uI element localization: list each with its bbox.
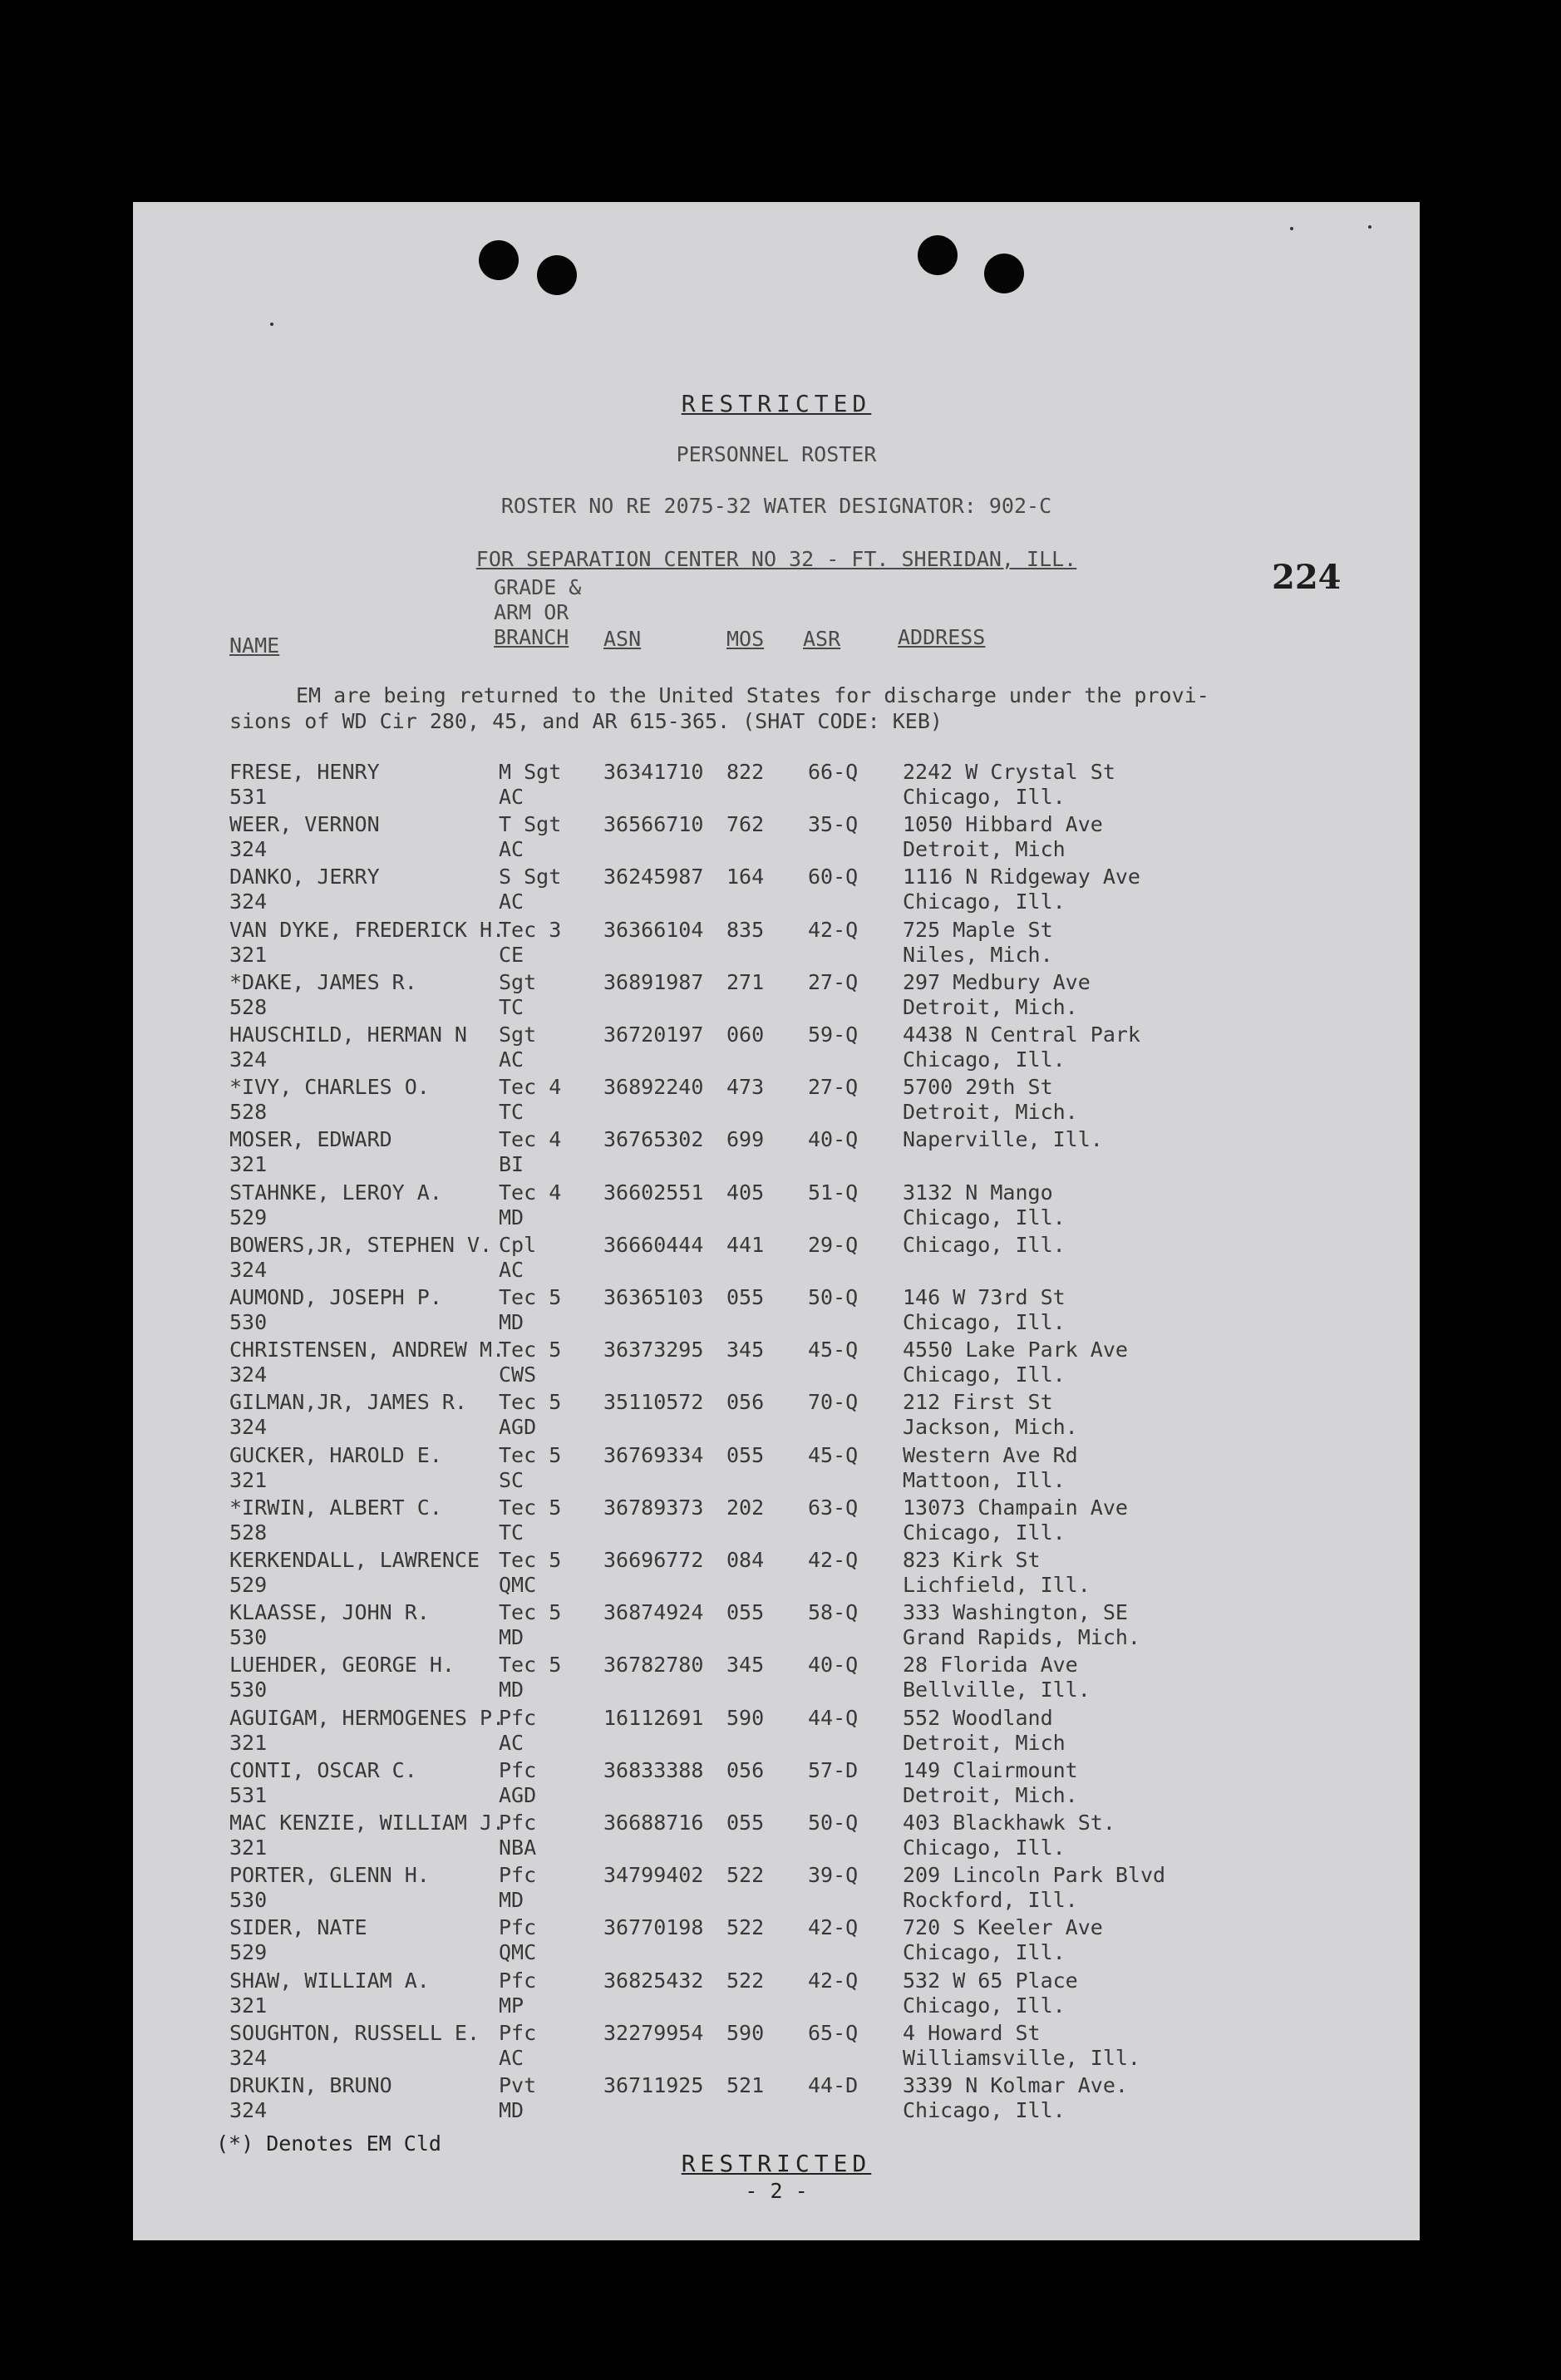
- roster-address-line2: Lichfield, Ill.: [903, 1573, 1091, 1597]
- roster-grade: Sgt: [499, 969, 537, 994]
- roster-asn: 36833388: [603, 1757, 704, 1782]
- roster-grade: Tec 4: [499, 1180, 562, 1205]
- roster-asn: 36696772: [603, 1548, 704, 1572]
- roster-address-line2: Rockford, Ill.: [903, 1888, 1078, 1913]
- roster-address-line2: Detroit, Mich: [903, 837, 1066, 862]
- roster-asr: 42-Q: [808, 1548, 859, 1572]
- roster-address-line1: 725 Maple St: [903, 917, 1053, 942]
- punch-hole: [479, 240, 519, 280]
- roster-unit: 321: [229, 1836, 268, 1860]
- roster-address-line1: 3339 N Kolmar Ave.: [903, 2073, 1128, 2097]
- roster-address-line1: 823 Kirk St: [903, 1548, 1041, 1572]
- roster-address-line1: 532 W 65 Place: [903, 1968, 1078, 1993]
- roster-asn: 36365103: [603, 1285, 704, 1309]
- roster-address-line2: Detroit, Mich: [903, 1730, 1066, 1755]
- roster-asr: 50-Q: [808, 1285, 859, 1309]
- roster-branch: TC: [499, 1100, 524, 1125]
- roster-row: [133, 1233, 1420, 1285]
- roster-branch: AC: [499, 1730, 524, 1755]
- roster-row: [133, 812, 1420, 865]
- roster-address-line2: Chicago, Ill.: [903, 889, 1066, 914]
- punch-hole: [984, 254, 1024, 293]
- roster-address-line2: Detroit, Mich.: [903, 994, 1078, 1019]
- roster-name: LUEHDER, GEORGE H.: [229, 1653, 455, 1678]
- roster-mos: 345: [726, 1338, 765, 1362]
- footnote: (*) Denotes EM Cld: [216, 2131, 441, 2156]
- roster-row: [133, 1338, 1420, 1390]
- roster-asn: 36373295: [603, 1338, 704, 1362]
- page-number: 224: [1272, 558, 1342, 597]
- roster-address-line1: 209 Lincoln Park Blvd: [903, 1863, 1166, 1888]
- roster-branch: AC: [499, 889, 524, 914]
- roster-mos: 762: [726, 812, 765, 837]
- roster-unit: 324: [229, 2098, 268, 2122]
- roster-asr: 59-Q: [808, 1022, 859, 1047]
- roster-unit: 528: [229, 994, 268, 1019]
- roster-unit: 321: [229, 1993, 268, 2018]
- paper-speck: [1368, 225, 1371, 229]
- roster-unit: 324: [229, 837, 268, 862]
- roster-mos: 060: [726, 1022, 765, 1047]
- roster-asr: 27-Q: [808, 1075, 859, 1100]
- roster-branch: QMC: [499, 1573, 537, 1597]
- roster-unit: 530: [229, 1678, 268, 1702]
- roster-asn: 36688716: [603, 1811, 704, 1835]
- roster-branch: AGD: [499, 1782, 537, 1807]
- roster-mos: 405: [726, 1180, 765, 1205]
- roster-row: [133, 1548, 1420, 1600]
- asr-header: ASR: [803, 627, 841, 651]
- roster-grade: Pfc: [499, 1968, 537, 1993]
- roster-asr: 44-Q: [808, 1705, 859, 1730]
- roster-mos: 055: [726, 1811, 765, 1835]
- roster-grade: Pfc: [499, 1811, 537, 1835]
- roster-row: [133, 760, 1420, 812]
- roster-asr: 57-D: [808, 1757, 859, 1782]
- roster-name: BOWERS,JR, STEPHEN V.: [229, 1232, 493, 1257]
- roster-grade: Pfc: [499, 1757, 537, 1782]
- roster-address-line2: Chicago, Ill.: [903, 1047, 1066, 1072]
- roster-asn: 36566710: [603, 812, 704, 837]
- roster-row: [133, 2021, 1420, 2073]
- roster-address-line1: 5700 29th St: [903, 1075, 1053, 1100]
- roster-grade: Tec 4: [499, 1127, 562, 1152]
- roster-address-line1: 1050 Hibbard Ave: [903, 812, 1103, 837]
- roster-address-line1: 4438 N Central Park: [903, 1022, 1140, 1047]
- roster-address-line2: Chicago, Ill.: [903, 785, 1066, 809]
- roster-row: [133, 1075, 1420, 1127]
- roster-asr: 35-Q: [808, 812, 859, 837]
- roster-grade: Tec 5: [499, 1495, 562, 1520]
- roster-address-line1: 4 Howard St: [903, 2020, 1041, 2045]
- roster-mos: 345: [726, 1653, 765, 1678]
- roster-asn: 36765302: [603, 1127, 704, 1152]
- restricted-footer: RESTRICTED: [681, 2150, 872, 2177]
- roster-mos: 055: [726, 1285, 765, 1309]
- roster-asr: 39-Q: [808, 1863, 859, 1888]
- roster-asn: 36789373: [603, 1495, 704, 1520]
- roster-row: [133, 1390, 1420, 1442]
- roster-name: CONTI, OSCAR C.: [229, 1757, 417, 1782]
- roster-mos: 473: [726, 1075, 765, 1100]
- roster-mos: 055: [726, 1600, 765, 1625]
- roster-grade: M Sgt: [499, 760, 562, 784]
- roster-asn: 36602551: [603, 1180, 704, 1205]
- intro-line2: sions of WD Cir 280, 45, and AR 615-365. (SHAT CODE: KEB): [229, 709, 943, 733]
- roster-asn: 36720197: [603, 1022, 704, 1047]
- roster-asr: 40-Q: [808, 1127, 859, 1152]
- roster-asr: 42-Q: [808, 1968, 859, 1993]
- roster-unit: 321: [229, 1730, 268, 1755]
- roster-name: SIDER, NATE: [229, 1915, 367, 1940]
- roster-name: *DAKE, JAMES R.: [229, 969, 417, 994]
- roster-sheet: [133, 202, 1420, 2240]
- roster-unit: 324: [229, 1257, 268, 1282]
- roster-asn: 36711925: [603, 2073, 704, 2097]
- asn-header: ASN: [603, 627, 642, 651]
- roster-asr: 42-Q: [808, 1915, 859, 1940]
- roster-grade: Tec 5: [499, 1338, 562, 1362]
- roster-grade: Cpl: [499, 1232, 537, 1257]
- roster-address-line2: Chicago, Ill.: [903, 2098, 1066, 2122]
- roster-address-line1: 720 S Keeler Ave: [903, 1915, 1103, 1940]
- roster-row: [133, 1706, 1420, 1758]
- roster-address-line1: 13073 Champain Ave: [903, 1495, 1128, 1520]
- roster-name: GILMAN,JR, JAMES R.: [229, 1390, 467, 1415]
- roster-name: AGUIGAM, HERMOGENES P.: [229, 1705, 505, 1730]
- roster-row: [133, 1863, 1420, 1915]
- roster-mos: 522: [726, 1915, 765, 1940]
- intro-line1: EM are being returned to the United States for discharge under the provi-: [296, 683, 1209, 707]
- roster-branch: MD: [499, 1310, 524, 1334]
- mos-header: MOS: [726, 627, 765, 651]
- roster-asr: 70-Q: [808, 1390, 859, 1415]
- roster-grade: Pfc: [499, 1705, 537, 1730]
- roster-grade: Tec 4: [499, 1075, 562, 1100]
- roster-address-line1: 4550 Lake Park Ave: [903, 1338, 1128, 1362]
- roster-grade: Tec 5: [499, 1600, 562, 1625]
- roster-row: [133, 1443, 1420, 1496]
- separation-center-line: FOR SEPARATION CENTER NO 32 - FT. SHERIDAN, ILL.: [475, 547, 1077, 571]
- roster-address-line1: 146 W 73rd St: [903, 1285, 1066, 1309]
- roster-grade: Tec 5: [499, 1653, 562, 1678]
- roster-name: FRESE, HENRY: [229, 760, 380, 784]
- roster-name: VAN DYKE, FREDERICK H.: [229, 917, 505, 942]
- roster-grade: Tec 3: [499, 917, 562, 942]
- address-header: ADDRESS: [898, 625, 986, 649]
- roster-address-line2: Chicago, Ill.: [903, 1520, 1066, 1545]
- roster-grade: Tec 5: [499, 1442, 562, 1467]
- roster-asr: 51-Q: [808, 1180, 859, 1205]
- roster-branch: AC: [499, 785, 524, 809]
- roster-row: [133, 1285, 1420, 1338]
- roster-unit: 530: [229, 1888, 268, 1913]
- roster-asr: 40-Q: [808, 1653, 859, 1678]
- roster-row: [133, 1969, 1420, 2021]
- roster-asn: 36892240: [603, 1075, 704, 1100]
- roster-row: [133, 1811, 1420, 1863]
- roster-mos: 522: [726, 1968, 765, 1993]
- roster-grade: S Sgt: [499, 865, 562, 889]
- roster-asn: 36782780: [603, 1653, 704, 1678]
- roster-grade: Pfc: [499, 2020, 537, 2045]
- roster-unit: 321: [229, 942, 268, 967]
- roster-unit: 530: [229, 1625, 268, 1650]
- paper-speck: [270, 323, 273, 326]
- roster-address-line2: Jackson, Mich.: [903, 1415, 1078, 1440]
- roster-branch: MP: [499, 1993, 524, 2018]
- roster-mos: 590: [726, 1705, 765, 1730]
- roster-row: [133, 2073, 1420, 2126]
- roster-asn: 36825432: [603, 1968, 704, 1993]
- punch-hole: [537, 255, 577, 295]
- roster-name: SOUGHTON, RUSSELL E.: [229, 2020, 480, 2045]
- roster-mos: 164: [726, 865, 765, 889]
- roster-address-line2: Mattoon, Ill.: [903, 1467, 1066, 1492]
- roster-asn: 16112691: [603, 1705, 704, 1730]
- roster-name: KERKENDALL, LAWRENCE: [229, 1548, 480, 1572]
- roster-name: CHRISTENSEN, ANDREW M.: [229, 1338, 505, 1362]
- roster-address-line2: Chicago, Ill.: [903, 1362, 1066, 1387]
- roster-mos: 055: [726, 1442, 765, 1467]
- roster-name: WEER, VERNON: [229, 812, 380, 837]
- roster-asr: 58-Q: [808, 1600, 859, 1625]
- footer-page-number: - 2 -: [745, 2179, 808, 2203]
- roster-branch: MD: [499, 2098, 524, 2122]
- roster-address-line1: 149 Clairmount: [903, 1757, 1078, 1782]
- roster-mos: 835: [726, 917, 765, 942]
- grade-header-line2: ARM OR: [494, 600, 569, 624]
- roster-row: [133, 1180, 1420, 1233]
- roster-unit: 324: [229, 2045, 268, 2070]
- roster-asn: 36366104: [603, 917, 704, 942]
- roster-name: MOSER, EDWARD: [229, 1127, 392, 1152]
- roster-branch: MD: [499, 1625, 524, 1650]
- roster-branch: CWS: [499, 1362, 537, 1387]
- roster-name: STAHNKE, LEROY A.: [229, 1180, 442, 1205]
- roster-asn: 36660444: [603, 1232, 704, 1257]
- roster-row: [133, 1496, 1420, 1548]
- roster-unit: 321: [229, 1467, 268, 1492]
- roster-branch: MD: [499, 1888, 524, 1913]
- roster-name: PORTER, GLENN H.: [229, 1863, 430, 1888]
- roster-asr: 27-Q: [808, 969, 859, 994]
- roster-mos: 699: [726, 1127, 765, 1152]
- roster-unit: 531: [229, 785, 268, 809]
- roster-address-line1: 3132 N Mango: [903, 1180, 1053, 1205]
- roster-grade: T Sgt: [499, 812, 562, 837]
- roster-unit: 529: [229, 1573, 268, 1597]
- roster-grade: Pvt: [499, 2073, 537, 2097]
- roster-branch: AC: [499, 1257, 524, 1282]
- roster-mos: 202: [726, 1495, 765, 1520]
- roster-mos: 441: [726, 1232, 765, 1257]
- roster-asr: 45-Q: [808, 1338, 859, 1362]
- roster-mos: 590: [726, 2020, 765, 2045]
- roster-address-line2: Detroit, Mich.: [903, 1100, 1078, 1125]
- roster-address-line1: Western Ave Rd: [903, 1442, 1078, 1467]
- roster-asr: 66-Q: [808, 760, 859, 784]
- roster-row: [133, 1022, 1420, 1075]
- roster-asn: 36769334: [603, 1442, 704, 1467]
- paper-speck: [1290, 227, 1293, 230]
- roster-row: [133, 1758, 1420, 1811]
- roster-name: HAUSCHILD, HERMAN N: [229, 1022, 467, 1047]
- roster-address-line2: Chicago, Ill.: [903, 1940, 1066, 1965]
- roster-address-line1: 403 Blackhawk St.: [903, 1811, 1115, 1835]
- roster-mos: 522: [726, 1863, 765, 1888]
- roster-branch: CE: [499, 942, 524, 967]
- roster-branch: AC: [499, 2045, 524, 2070]
- roster-address-line2: Chicago, Ill.: [903, 1205, 1066, 1229]
- roster-branch: MD: [499, 1205, 524, 1229]
- roster-row: [133, 1915, 1420, 1968]
- roster-address-line2: Bellville, Ill.: [903, 1678, 1091, 1702]
- roster-address-line1: 1116 N Ridgeway Ave: [903, 865, 1140, 889]
- roster-branch: TC: [499, 1520, 524, 1545]
- roster-name: GUCKER, HAROLD E.: [229, 1442, 442, 1467]
- roster-row: [133, 970, 1420, 1022]
- roster-address-line2: Williamsville, Ill.: [903, 2045, 1140, 2070]
- roster-branch: AC: [499, 837, 524, 862]
- roster-address-line2: Detroit, Mich.: [903, 1782, 1078, 1807]
- roster-branch: AC: [499, 1047, 524, 1072]
- roster-branch: NBA: [499, 1836, 537, 1860]
- roster-subtitle: PERSONNEL ROSTER: [676, 442, 877, 466]
- roster-address-line2: Chicago, Ill.: [903, 1993, 1066, 2018]
- roster-unit: 528: [229, 1520, 268, 1545]
- roster-address-line2: Chicago, Ill.: [903, 1836, 1066, 1860]
- roster-name: DRUKIN, BRUNO: [229, 2073, 392, 2097]
- grade-header-line1: GRADE &: [494, 575, 582, 599]
- roster-unit: 324: [229, 1362, 268, 1387]
- punch-hole: [918, 235, 958, 275]
- roster-asr: 42-Q: [808, 917, 859, 942]
- roster-asr: 60-Q: [808, 865, 859, 889]
- roster-grade: Tec 5: [499, 1285, 562, 1309]
- roster-unit: 529: [229, 1205, 268, 1229]
- roster-address-line1: Chicago, Ill.: [903, 1232, 1066, 1257]
- roster-unit: 531: [229, 1782, 268, 1807]
- roster-branch: QMC: [499, 1940, 537, 1965]
- roster-name: SHAW, WILLIAM A.: [229, 1968, 430, 1993]
- roster-row: [133, 865, 1420, 917]
- roster-asr: 29-Q: [808, 1232, 859, 1257]
- roster-asn: 34799402: [603, 1863, 704, 1888]
- roster-row: [133, 918, 1420, 970]
- roster-mos: 822: [726, 760, 765, 784]
- roster-address-line1: 212 First St: [903, 1390, 1053, 1415]
- roster-name: MAC KENZIE, WILLIAM J.: [229, 1811, 505, 1835]
- roster-address-line1: 333 Washington, SE: [903, 1600, 1128, 1625]
- roster-name: KLAASSE, JOHN R.: [229, 1600, 430, 1625]
- roster-row: [133, 1600, 1420, 1653]
- roster-asr: 44-D: [808, 2073, 859, 2097]
- roster-branch: BI: [499, 1152, 524, 1177]
- restricted-heading: RESTRICTED: [681, 390, 872, 417]
- roster-unit: 530: [229, 1310, 268, 1334]
- roster-mos: 084: [726, 1548, 765, 1572]
- roster-row: [133, 1127, 1420, 1180]
- roster-asn: 32279954: [603, 2020, 704, 2045]
- roster-address-line1: 552 Woodland: [903, 1705, 1053, 1730]
- name-header: NAME: [229, 633, 280, 658]
- roster-asr: 63-Q: [808, 1495, 859, 1520]
- roster-asn: 36341710: [603, 760, 704, 784]
- roster-address-line1: 28 Florida Ave: [903, 1653, 1078, 1678]
- roster-unit: 321: [229, 1152, 268, 1177]
- roster-name: *IVY, CHARLES O.: [229, 1075, 430, 1100]
- roster-name: AUMOND, JOSEPH P.: [229, 1285, 442, 1309]
- roster-branch: SC: [499, 1467, 524, 1492]
- roster-mos: 521: [726, 2073, 765, 2097]
- roster-address-line1: 2242 W Crystal St: [903, 760, 1115, 784]
- roster-mos: 056: [726, 1757, 765, 1782]
- branch-header: BRANCH: [494, 625, 569, 649]
- roster-branch: TC: [499, 994, 524, 1019]
- roster-asn: 36891987: [603, 969, 704, 994]
- roster-branch: AGD: [499, 1415, 537, 1440]
- roster-name: *IRWIN, ALBERT C.: [229, 1495, 442, 1520]
- roster-row: [133, 1653, 1420, 1705]
- roster-unit: 324: [229, 889, 268, 914]
- roster-address-line1: 297 Medbury Ave: [903, 969, 1091, 994]
- roster-asn: 36874924: [603, 1600, 704, 1625]
- roster-asr: 65-Q: [808, 2020, 859, 2045]
- roster-address-line2: Niles, Mich.: [903, 942, 1053, 967]
- roster-asn: 35110572: [603, 1390, 704, 1415]
- roster-grade: Pfc: [499, 1915, 537, 1940]
- roster-mos: 271: [726, 969, 765, 994]
- roster-asr: 45-Q: [808, 1442, 859, 1467]
- roster-name: DANKO, JERRY: [229, 865, 380, 889]
- roster-unit: 528: [229, 1100, 268, 1125]
- roster-unit: 324: [229, 1047, 268, 1072]
- roster-grade: Sgt: [499, 1022, 537, 1047]
- roster-asr: 50-Q: [808, 1811, 859, 1835]
- roster-address-line1: Naperville, Ill.: [903, 1127, 1103, 1152]
- roster-unit: 529: [229, 1940, 268, 1965]
- roster-asn: 36770198: [603, 1915, 704, 1940]
- roster-address-line2: Chicago, Ill.: [903, 1310, 1066, 1334]
- roster-unit: 324: [229, 1415, 268, 1440]
- roster-grade: Tec 5: [499, 1548, 562, 1572]
- roster-grade: Tec 5: [499, 1390, 562, 1415]
- roster-asn: 36245987: [603, 865, 704, 889]
- roster-address-line2: Grand Rapids, Mich.: [903, 1625, 1140, 1650]
- roster-grade: Pfc: [499, 1863, 537, 1888]
- roster-number-line: ROSTER NO RE 2075-32 WATER DESIGNATOR: 902-C: [500, 494, 1052, 518]
- roster-mos: 056: [726, 1390, 765, 1415]
- roster-branch: MD: [499, 1678, 524, 1702]
